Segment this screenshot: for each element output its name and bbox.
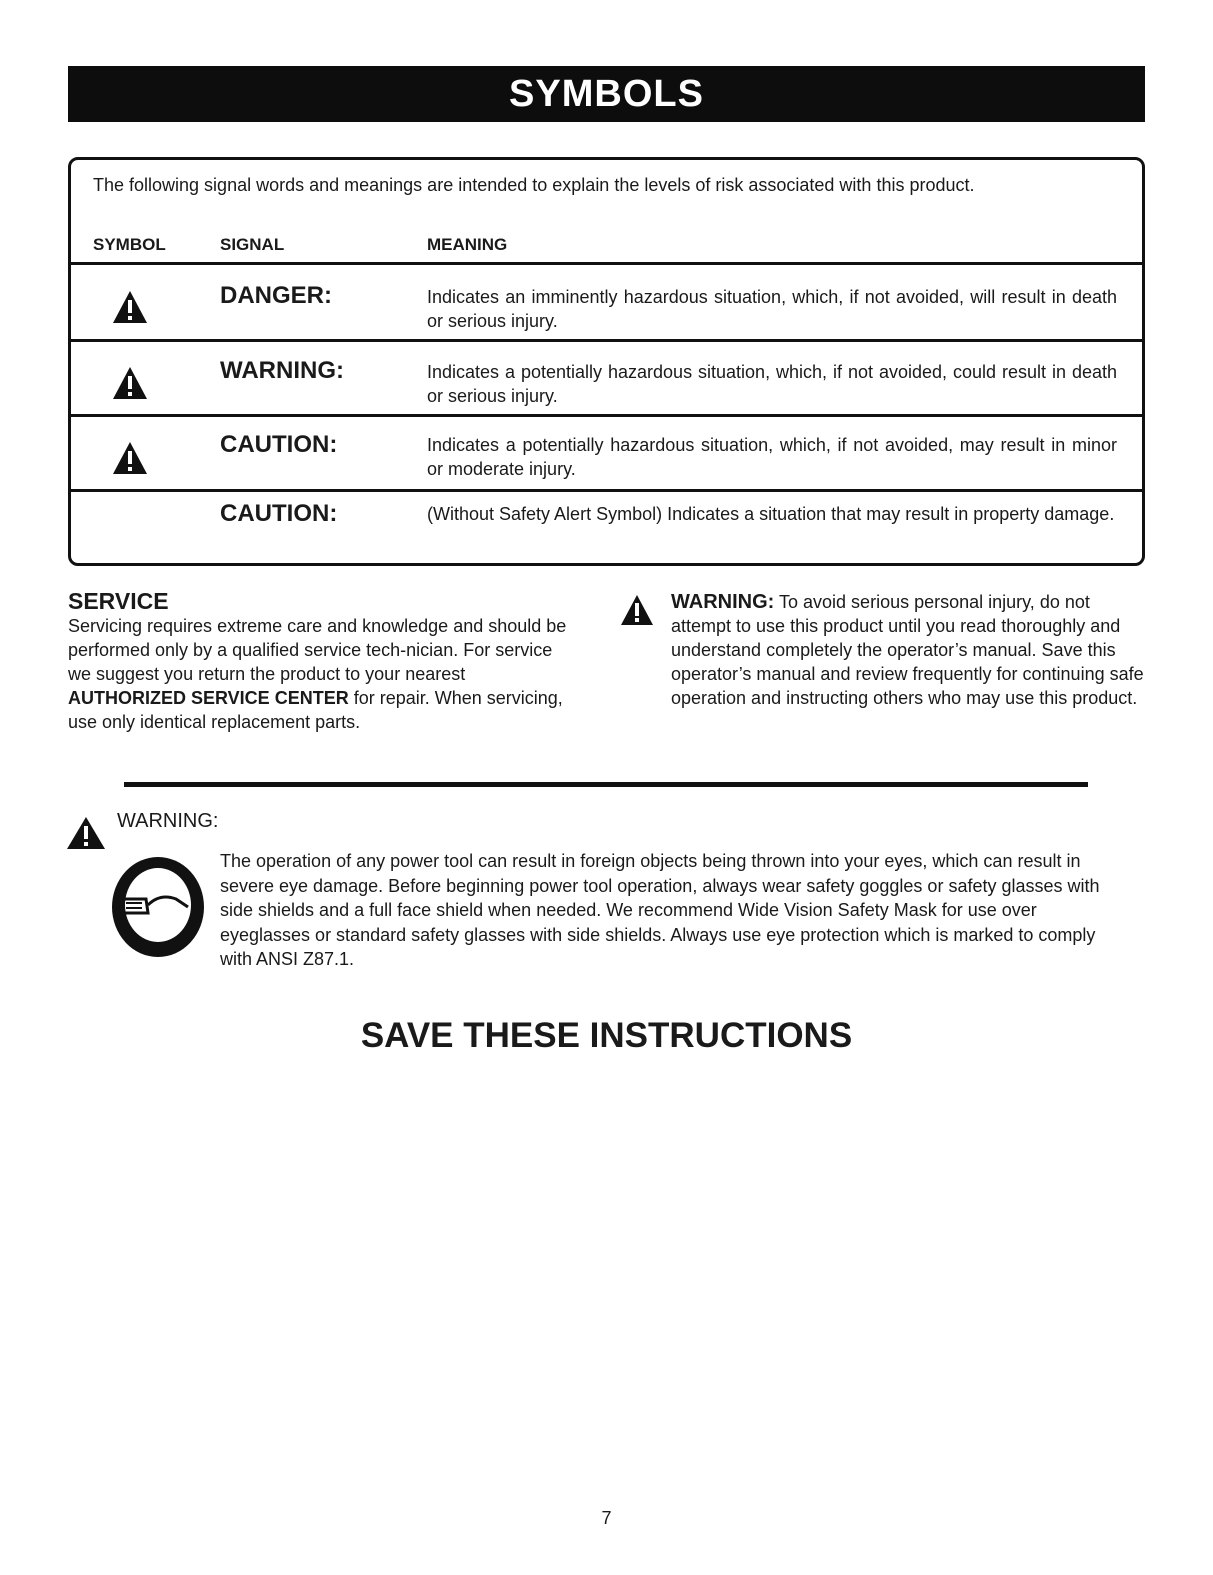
header-meaning: MEANING: [427, 235, 508, 254]
safety-alert-triangle-icon: [66, 816, 106, 850]
safety-mask-icon: [108, 855, 208, 960]
operator-manual-warning: [671, 590, 1151, 710]
page-title: SYMBOLS: [68, 66, 1145, 122]
authorized-service-center-text: AUTHORIZED SERVICE CENTER: [68, 688, 349, 708]
safety-alert-triangle-icon: [620, 594, 654, 626]
signal-caution-no-symbol: CAUTION:: [220, 500, 338, 527]
table-rule: [71, 339, 1142, 342]
meaning-warning: Indicates a potentially hazardous situation, which, if not avoided, could result in death or serious injury.: [427, 362, 1117, 406]
intro-text: The following signal words and meanings are intended to explain the levels of risk associated with this product.: [93, 175, 975, 195]
warning-label: WARNING:: [671, 591, 775, 613]
safety-alert-triangle-icon: [112, 441, 148, 475]
service-heading: SERVICE: [68, 588, 169, 614]
header-signal: SIGNAL: [220, 235, 285, 254]
eye-warning-label: WARNING:: [117, 810, 219, 832]
meaning-danger: Indicates an imminently hazardous situation, which, if not avoided, will result in death or serious injury.: [427, 287, 1117, 331]
meaning-caution: Indicates a potentially hazardous situation, which, if not avoided, may result in minor or moderate injury.: [427, 435, 1117, 479]
header-symbol: SYMBOL: [93, 235, 166, 254]
eye-protection-text: The operation of any power tool can result in foreign objects being thrown into your eyes, which can result in severe eye damage. Before beginning power tool operation, always wear safety goggles or safety glasses with side shields and a full face shield when needed. We recommend Wide Vision Safety Mask for use over eyeglasses or standard safety glasses with side shields. Always use eye protection which is marked to comply with ANSI Z87.1.: [220, 851, 1100, 969]
safety-alert-triangle-icon: [112, 366, 148, 400]
service-text-part: for repair. When servicing, use only identical replacement parts.: [68, 688, 563, 732]
meaning-caution-no-symbol: (Without Safety Alert Symbol) Indicates a situation that may result in property damage.: [427, 504, 1115, 524]
safety-alert-triangle-icon: [112, 290, 148, 324]
save-instructions-heading: SAVE THESE INSTRUCTIONS: [360, 1016, 853, 1055]
table-rule: [71, 414, 1142, 417]
signal-warning: WARNING:: [220, 357, 344, 384]
table-rule: [71, 489, 1142, 492]
warning-text: To avoid serious personal injury, do not attempt to use this product until you read thoroughly and understand completely the operator’s manual. Save this operator’s manual and review frequently for continuing safe operation and instructing others who may use this product.: [671, 592, 1144, 708]
signal-caution: CAUTION:: [220, 431, 338, 458]
page-number: 7: [601, 1508, 612, 1528]
table-rule: [71, 262, 1142, 265]
service-text-part: Servicing requires extreme care and knowledge and should be performed only by a qualified service tech-nician. For service we suggest you return the product to your nearest: [68, 616, 567, 684]
section-divider: [124, 782, 1088, 787]
service-text: [68, 614, 573, 734]
signal-danger: DANGER:: [220, 282, 332, 309]
